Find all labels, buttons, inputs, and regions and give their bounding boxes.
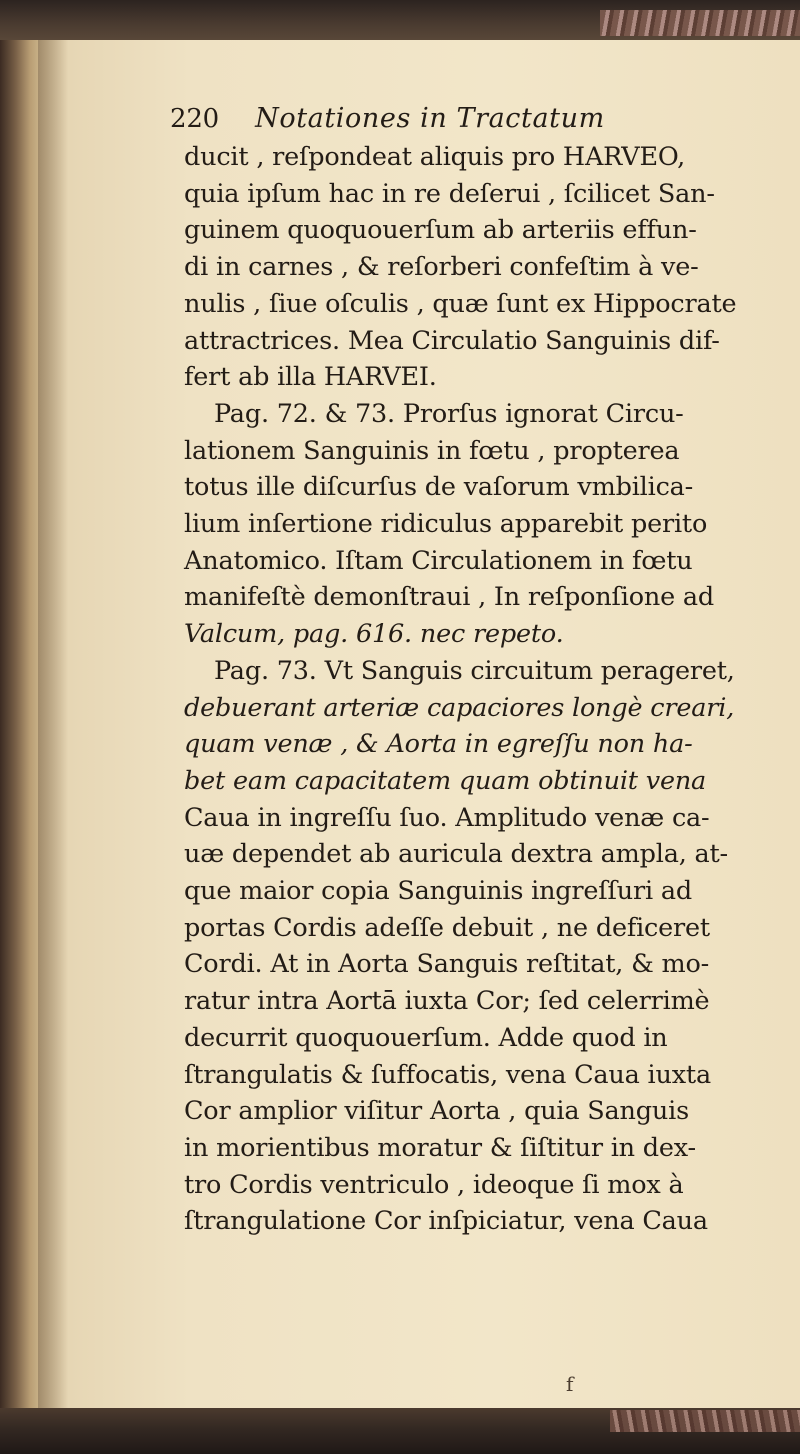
text-line: totus ille diſcurſus de vaſorum vmbilica- bbox=[184, 472, 694, 503]
text-line: Cor amplior viſitur Aorta , quia Sanguis bbox=[184, 1096, 689, 1127]
text-line: quia ipſum hac in re deſerui , ſcilicet San- bbox=[184, 178, 715, 209]
text-line: fert ab illa HARVEI. bbox=[184, 362, 437, 393]
text-line: debuerant arteriæ capaciores longè creari, bbox=[184, 692, 735, 723]
book-gutter bbox=[0, 40, 40, 1410]
text-line: Anatomico. Iſtam Circulationem in fœtu bbox=[184, 545, 693, 576]
text-line: di in carnes , & reſorberi confeſtim à ve- bbox=[184, 252, 699, 283]
text-line: manifeſtè demonſtraui , In reſponſione ad bbox=[184, 582, 715, 613]
text-line: ratur intra Aortā iuxta Cor; ſed celerrimè bbox=[184, 986, 710, 1017]
text-line: quam venæ , & Aorta in egreſſu non ha- bbox=[184, 729, 693, 760]
text-line: attractrices. Mea Circulatio Sanguinis dif- bbox=[184, 325, 720, 356]
headband-top bbox=[600, 10, 800, 36]
text-line: Cordi. At in Aorta Sanguis reſtitat, & mo- bbox=[184, 949, 710, 980]
running-header bbox=[170, 104, 605, 134]
text-line: que maior copia Sanguinis ingreſſuri ad bbox=[184, 876, 692, 906]
gutter-shadow bbox=[38, 40, 68, 1412]
text-line: Pag. 73. Vt Sanguis circuitum perageret, bbox=[214, 655, 735, 686]
text-line: bet eam capacitatem quam obtinuit vena bbox=[184, 765, 707, 796]
text-line: tro Cordis ventriculo , ideoque ſi mox à bbox=[184, 1169, 684, 1200]
catchword-mark: f bbox=[566, 1372, 574, 1396]
text-line: Caua in ingreſſu ſuo. Amplitudo venæ ca- bbox=[184, 802, 710, 833]
text-line: ſtrangulatis & ſuffocatis, vena Caua iuxta bbox=[184, 1059, 711, 1090]
text-line: nulis , ſiue oſculis , quæ ſunt ex Hippocrate bbox=[184, 288, 737, 319]
text-line: ducit , reſpondeat aliquis pro HARVEO, bbox=[184, 142, 686, 172]
text-line: Pag. 72. & 73. Prorſus ignorat Circu- bbox=[214, 398, 684, 429]
text-line: decurrit quoquouerſum. Adde quod in bbox=[184, 1022, 668, 1053]
text-line: lium inſertione ridiculus apparebit perito bbox=[184, 509, 708, 539]
text-line: ſtrangulatione Cor inſpiciatur, vena Caua bbox=[184, 1206, 708, 1237]
text-line: lationem Sanguinis in fœtu , propterea bbox=[184, 435, 680, 466]
running-head-title: Notationes in Tractatum bbox=[255, 103, 605, 134]
page-number: 220 bbox=[170, 104, 220, 134]
text-line: Valcum, pag. 616. nec repeto. bbox=[184, 619, 564, 650]
headband-bottom bbox=[610, 1410, 800, 1432]
text-line: portas Cordis adeſſe debuit , ne deficeret bbox=[184, 912, 710, 943]
text-line: guinem quoquouerſum ab arteriis effun- bbox=[184, 215, 697, 246]
text-line: in morientibus moratur & ſiſtitur in dex- bbox=[184, 1132, 696, 1163]
text-line: uæ dependet ab auricula dextra ampla, at- bbox=[184, 839, 728, 870]
